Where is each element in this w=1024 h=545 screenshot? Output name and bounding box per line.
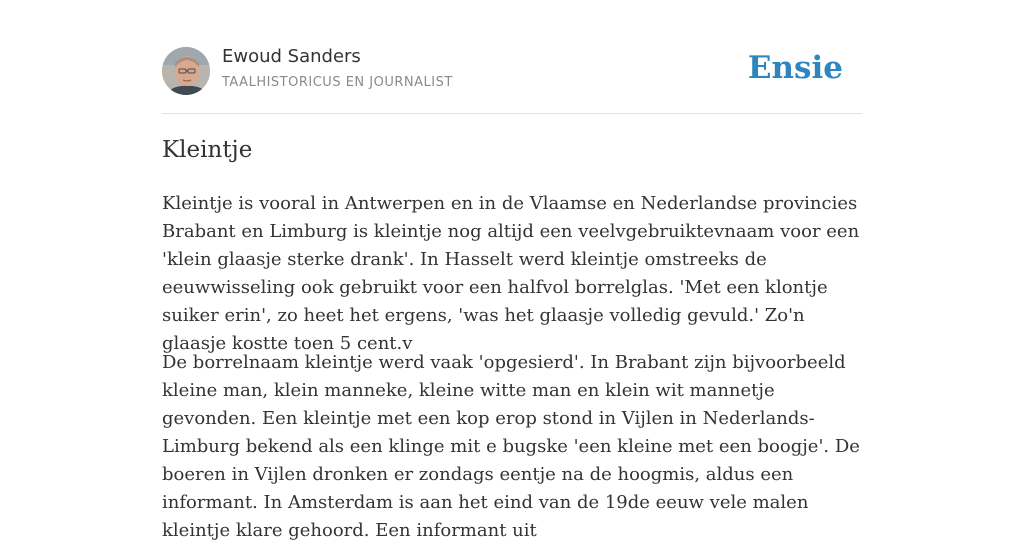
author-avatar[interactable] <box>162 47 210 95</box>
avatar-portrait-icon <box>162 47 210 95</box>
author-title: TAALHISTORICUS EN JOURNALIST <box>222 75 453 90</box>
page <box>162 0 862 541</box>
article-paragraph-1: Kleintje is vooral in Antwerpen en in de Vlaamse en Nederlandse provincies Brabant en Limburg is kleintje nog altijd een veelvgebruiktevnaam voor een 'klein glaasje sterke drank'. In Hasselt werd kleintje omstreeks de eeuwwisseling ook gebruikt voor een halfvol borrelglas. 'Met een klontje suiker erin', zo heet het ergens, 'was het glaasje volledig gevuld.' Zo'n glaasje kostte toen 5 cent.v <box>162 193 860 354</box>
article-paragraph-2: De borrelnaam kleintje werd vaak 'opgesierd'. In Brabant zijn bijvoorbeeld kleine man, klein manneke, kleine witte man en klein wit mannetje gevonden. Een kleintje met een kop erop stond in Vijlen in Nederlands-Limburg bekend als een klinge mit e bugske 'een kleine met een boogje'. De boeren in Vijlen dronken er zondags eentje na de hoogmis, aldus een informant. In Amsterdam is aan het eind van de 19de eeuw vele malen kleintje klare gehoord. Een informant uit <box>162 352 860 541</box>
author-name[interactable]: Ewoud Sanders <box>222 46 361 67</box>
ensie-logo[interactable]: Ensie <box>747 50 843 86</box>
article-title: Kleintje <box>162 137 253 163</box>
author-header <box>162 0 862 114</box>
